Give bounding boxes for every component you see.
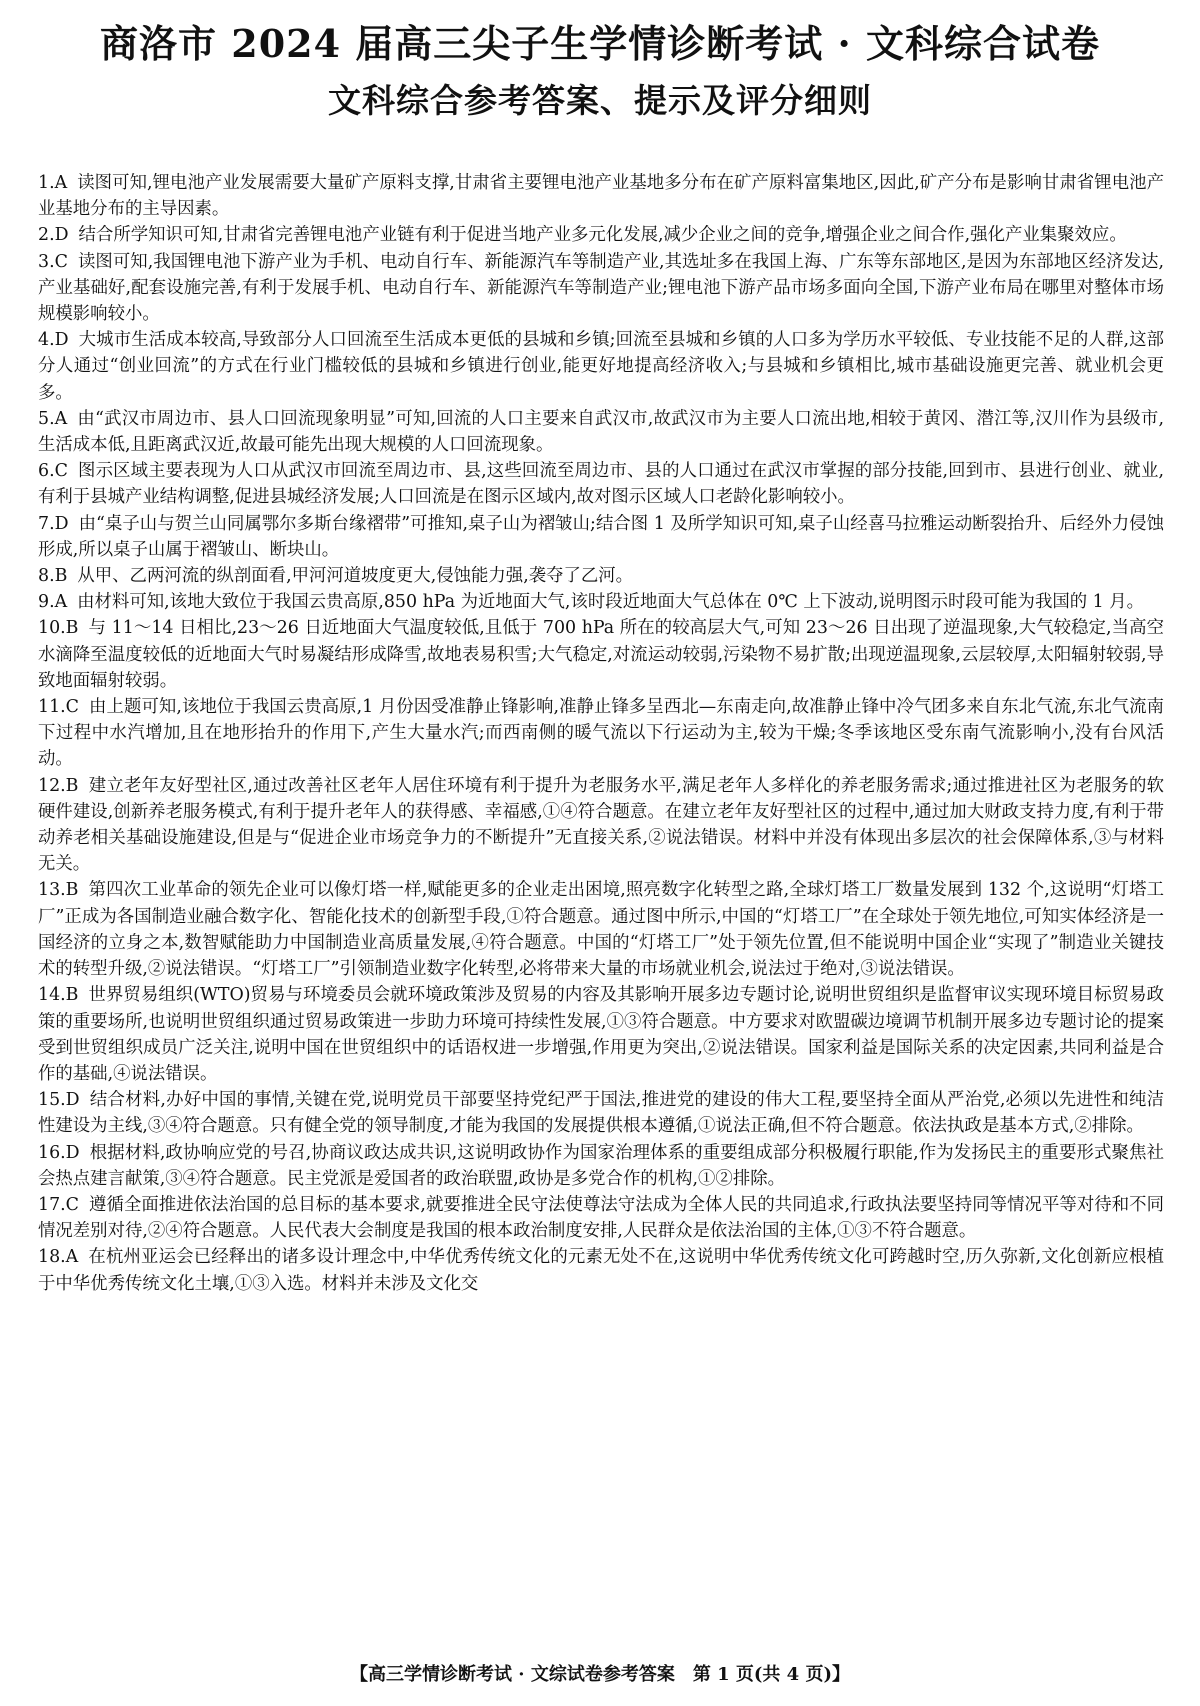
answer-explanation: 结合所学知识可知,甘肃省完善锂电池产业链有利于促进当地产业多元化发展,减少企业之间的竞争,增强企业之间合作,强化产业集聚效应。 (78, 225, 1127, 246)
answer-number: 10. (38, 618, 66, 639)
answer-explanation: 遵循全面推进依法治国的总目标的基本要求,就要推进全民守法使尊法守法成为全体人民的共同追求,行政执法要坚持同等情况平等对待和不同情况差别对待,②④符合题意。人民代表大会制度是我国的根本政治制度安排,人民群众是依法治国的主体,①③不符合题意。 (38, 1194, 1164, 1242)
answer-item-8 (38, 563, 1164, 589)
answer-item-10 (38, 615, 1164, 694)
answer-number: 17. (38, 1194, 66, 1215)
answer-explanation: 由上题可知,该地位于我国云贵高原,1 月份因受准静止锋影响,准静止锋多呈西北—东南走向,故准静止锋中冷气团多来自东北气流,东北气流南下过程中水汽增加,且在地形抬升的作用下,产生大量水汽;而西南侧的暖气流以下行运动为主,较为干燥;冬季该地区受东南气流影响小,没有台风活动。 (38, 697, 1164, 770)
answer-number: 1. (38, 173, 55, 193)
answer-number: 7. (38, 513, 55, 534)
answer-item-11 (38, 694, 1164, 773)
answer-number: 14. (38, 985, 66, 1006)
answer-number: 5. (38, 408, 55, 429)
answer-key: A (65, 1247, 79, 1268)
answer-explanation: 从甲、乙两河流的纵剖面看,甲河河道坡度更大,侵蚀能力强,袭夺了乙河。 (77, 566, 634, 587)
answer-item-4 (38, 327, 1164, 406)
answer-explanation: 读图可知,我国锂电池下游产业为手机、电动自行车、新能源汽车等制造产业,其选址多在我国上海、广东等东部地区,是因为东部地区经济发达,产业基础好,配套设施完善,有利于发展手机、电动自行车、新能源汽车等制造产业;锂电池下游产品市场多面向全国,下游产业布局在哪里对整体市场规模影响较小。 (38, 251, 1164, 325)
answer-key: D (54, 513, 69, 534)
answer-number: 6. (38, 461, 55, 482)
answer-number: 9. (38, 592, 55, 613)
answer-key: D (54, 225, 69, 246)
answer-number: 13. (38, 880, 66, 901)
page-subtitle: 文科综合参考答案、提示及评分细则 (328, 81, 872, 120)
answer-item-1 (38, 170, 1164, 222)
answer-key: B (54, 566, 68, 587)
answer-item-15 (38, 1087, 1164, 1139)
answer-explanation: 建立老年友好型社区,通过改善社区老年人居住环境有利于提升为老服务水平,满足老年人多样化的养老服务需求;通过推进社区为老服务的软硬件建设,创新养老服务模式,有利于提升老年人的获得感、幸福感,①④符合题意。在建立老年友好型社区的过程中,通过加大财政支持力度,有利于带动养老相关基础设施建设,但是与“促进企业市场竞争力的不断提升”无直接关系,②说法错误。材料中并没有体现出多层次的社会保障体系,③与材料无关。 (38, 775, 1164, 875)
answer-item-18 (38, 1244, 1164, 1296)
answer-key: D (54, 330, 69, 351)
answer-number: 8. (38, 566, 55, 587)
answer-key: C (65, 697, 79, 718)
answer-key: B (65, 618, 79, 639)
answer-explanation: 结合材料,办好中国的事情,关键在党,说明党员干部要坚持党纪严于国法,推进党的建设的伟大工程,要坚持全面从严治党,必须以先进性和纯洁性建设为主线,③④符合题意。只有健全党的领导制度,才能为我国的发展提供根本遵循,①说法正确,但不符合题意。依法执政是基本方式,②排除。 (38, 1090, 1164, 1137)
answer-explanation: 与 11～14 日相比,23～26 日近地面大气温度较低,且低于 700 hPa 所在的较高层大气,可知 23～26 日出现了逆温现象,大气较稳定,当高空水滴降至温度较低的近地面大气时易凝结形成降雪,故地表易积雪;大气稳定,对流运动较弱,污染物不易扩散;出现逆温现象,云层较厚,太阳辐射较弱,导致地面辐射较弱。 (38, 618, 1164, 691)
answer-number: 2. (38, 225, 55, 246)
answer-item-7 (38, 511, 1164, 563)
answer-explanation: 由“桌子山与贺兰山同属鄂尔多斯台缘褶带”可推知,桌子山为褶皱山;结合图 1 及所学知识可知,桌子山经喜马拉雅运动断裂抬升、后经外力侵蚀形成,所以桌子山属于褶皱山、断块山。 (38, 513, 1164, 560)
answer-number: 18. (38, 1247, 66, 1268)
answer-number: 11. (38, 697, 66, 718)
answer-key: B (65, 775, 79, 796)
answer-explanation: 根据材料,政协响应党的号召,协商议政达成共识,这说明政协作为国家治理体系的重要组成部分积极履行职能,作为发扬民主的重要形式聚焦社会热点建言献策,③④符合题意。民主党派是爱国者的政治联盟,政协是多党合作的机构,①②排除。 (38, 1142, 1164, 1189)
answer-item-5 (38, 406, 1164, 458)
answer-key: A (54, 408, 68, 429)
answer-key: B (65, 880, 79, 901)
answer-item-12 (38, 773, 1164, 878)
answer-item-16 (38, 1140, 1164, 1192)
answer-explanation: 图示区域主要表现为人口从武汉市回流至周边市、县,这些回流至周边市、县的人口通过在武汉市掌握的部分技能,回到市、县进行创业、就业,有利于县城产业结构调整,促进县城经济发展;人口回流是在图示区域内,故对图示区域人口老龄化影响较小。 (38, 461, 1164, 508)
answer-list (38, 170, 1164, 1297)
answer-explanation: 由“武汉市周边市、县人口回流现象明显”可知,回流的人口主要来自武汉市,故武汉市为主要人口流出地,相较于黄冈、潜江等,汉川作为县级市,生活成本低,且距离武汉近,故最可能先出现大规模的人口回流现象。 (38, 408, 1164, 456)
answer-key: A (54, 173, 68, 193)
answer-explanation: 第四次工业革命的领先企业可以像灯塔一样,赋能更多的企业走出困境,照亮数字化转型之路,全球灯塔工厂数量发展到 132 个,这说明“灯塔工厂”正成为各国制造业融合数字化、智能化技术的创新型手段,①符合题意。通过图中所示,中国的“灯塔工厂”在全球处于领先地位,可知实体经济是一国经济的立身之本,数智赋能助力中国制造业高质量发展,④符合题意。中国的“灯塔工厂”处于领先位置,但不能说明中国企业“实现了”制造业关键技术的转型升级,②说法错误。“灯塔工厂”引领制造业数字化转型,必将带来大量的市场就业机会,说法过于绝对,③说法错误。 (38, 880, 1164, 980)
answer-explanation: 世界贸易组织(WTO)贸易与环境委员会就环境政策涉及贸易的内容及其影响开展多边专题讨论,说明世贸组织是监督审议实现环境目标贸易政策的重要场所,也说明世贸组织通过贸易政策进一步助力环境可持续性发展,①③符合题意。中方要求对欧盟碳边境调节机制开展多边专题讨论的提案受到世贸组织成员广泛关注,说明中国在世贸组织中的话语权进一步增强,作用更为突出,②说法错误。国家利益是国际关系的决定因素,共同利益是合作的基础,④说法错误。 (38, 985, 1164, 1084)
answer-explanation: 读图可知,锂电池产业发展需要大量矿产原料支撑,甘肃省主要锂电池产业基地多分布在矿产原料富集地区,因此,矿产分布是影响甘肃省锂电池产业基地分布的主导因素。 (38, 173, 1164, 220)
answer-explanation: 大城市生活成本较高,导致部分人口回流至生活成本更低的县城和乡镇;回流至县城和乡镇的人口多为学历水平较低、专业技能不足的人群,这部分人通过“创业回流”的方式在行业门槛较低的县城和乡镇进行创业,能更好地提高经济收入;与县城和乡镇相比,城市基础设施更完善、就业机会更多。 (38, 330, 1164, 403)
answer-key: D (65, 1090, 80, 1111)
answer-explanation: 在杭州亚运会已经释出的诸多设计理念中,中华优秀传统文化的元素无处不在,这说明中华优秀传统文化可跨越时空,历久弥新,文化创新应根植于中华优秀传统文化土壤,①③入选。材料并未涉及文化交 (38, 1247, 1164, 1294)
answer-item-13 (38, 877, 1164, 982)
answer-key: D (65, 1142, 80, 1163)
answer-number: 16. (38, 1142, 66, 1163)
answer-key: B (65, 985, 79, 1006)
answer-number: 15. (38, 1090, 66, 1111)
answer-number: 4. (38, 330, 55, 351)
answer-item-3 (38, 249, 1164, 328)
answer-key: A (54, 592, 68, 613)
answer-item-6 (38, 458, 1164, 510)
answer-item-14 (38, 982, 1164, 1087)
answer-item-9 (38, 589, 1164, 615)
answer-explanation: 由材料可知,该地大致位于我国云贵高原,850 hPa 为近地面大气,该时段近地面大气总体在 0℃ 上下波动,说明图示时段可能为我国的 1 月。 (77, 592, 1145, 613)
answer-item-17 (38, 1192, 1164, 1244)
answer-key: C (54, 461, 68, 482)
answer-key: C (65, 1194, 79, 1215)
answer-number: 12. (38, 775, 66, 796)
page-title: 商洛市 2024 届高三尖子生学情诊断考试 · 文科综合试卷 (100, 21, 1100, 66)
page-footer: 【高三学情诊断考试 · 文综试卷参考答案 第 1 页(共 4 页)】 (350, 1664, 850, 1685)
answer-key: C (54, 251, 68, 272)
answer-number: 3. (38, 251, 55, 272)
answer-item-2 (38, 222, 1164, 248)
